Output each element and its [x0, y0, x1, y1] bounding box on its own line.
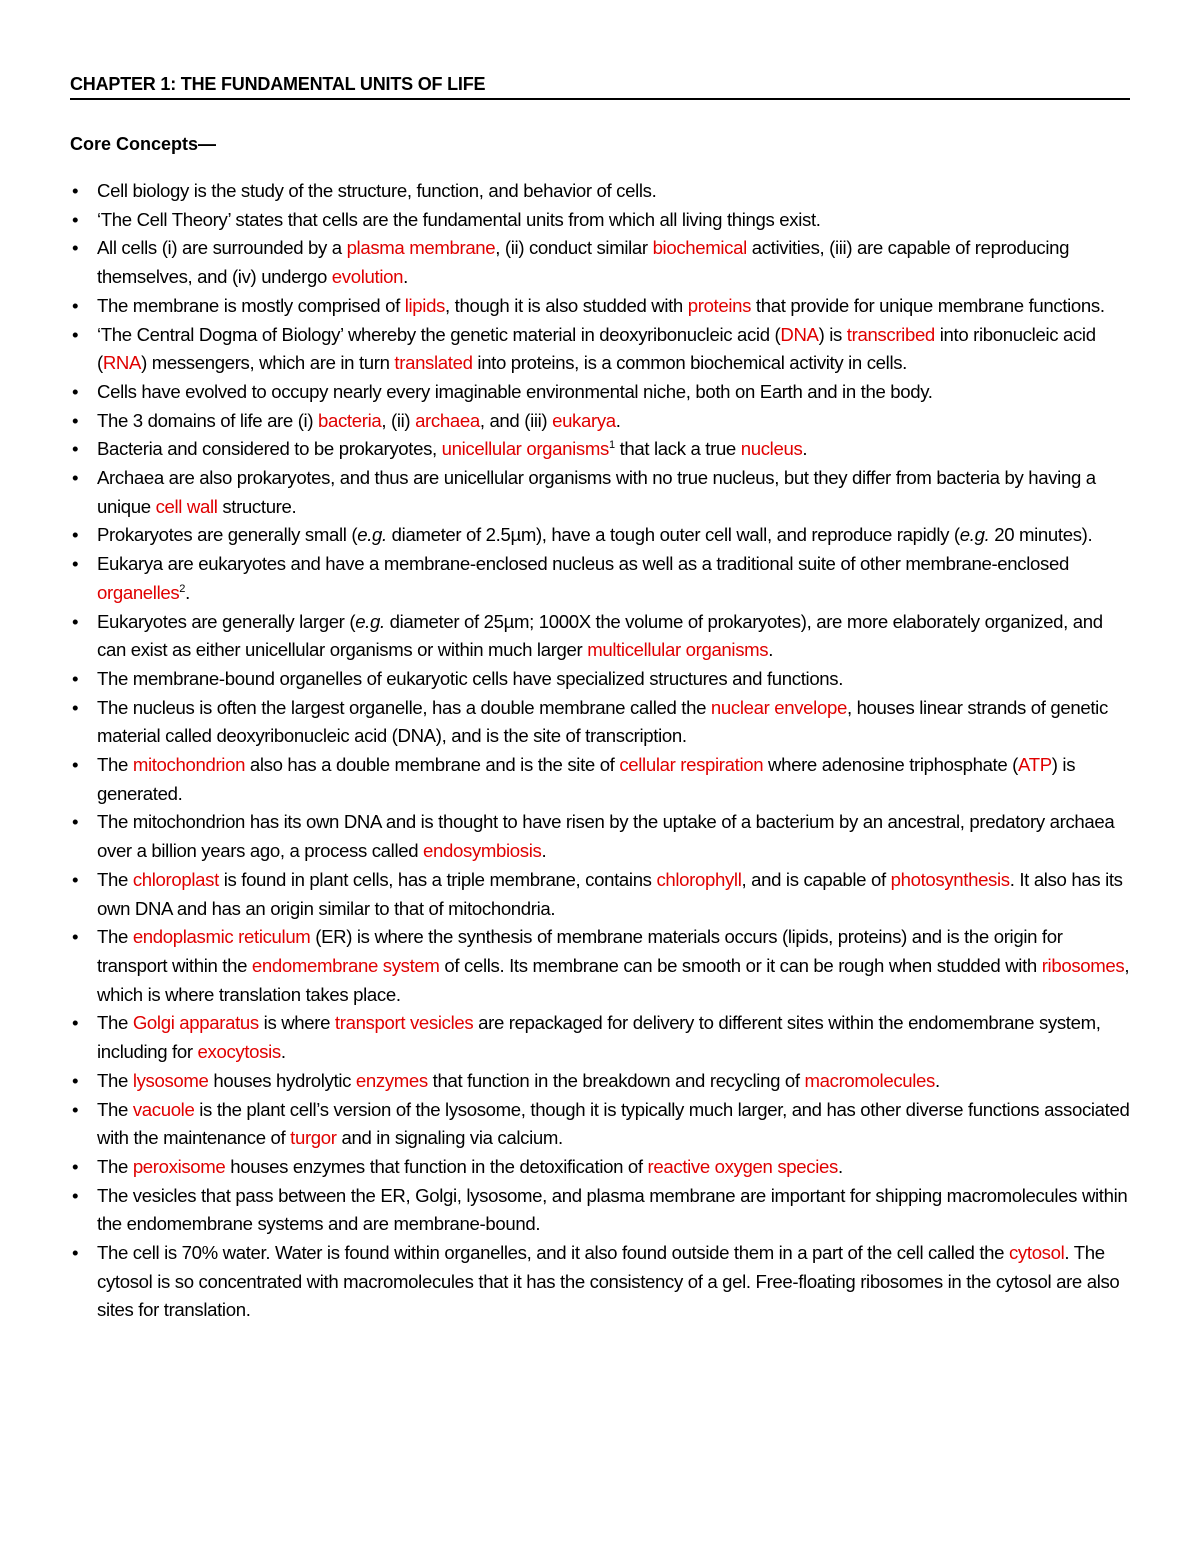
key-term: lysosome [132, 1069, 209, 1091]
bullet-text: and in signaling via calcium. [336, 1127, 563, 1149]
bullet-text: . The cytosol is so concentrated with macromolecules that it has the consistency of a gel. Free-floating ribosomes in the cytosol are also sites for translation. [97, 1242, 1120, 1321]
bullet-text: that provide for unique membrane functions. [751, 294, 1105, 316]
bullet-text: , houses linear strands of genetic material called deoxyribonucleic acid (DNA), and is the site of transcription. [97, 696, 1108, 747]
bullet-text: ) messengers, which are in turn [141, 352, 395, 374]
key-term: endomembrane system [251, 954, 440, 976]
bullet-text: . [403, 266, 408, 288]
bullet-text: also has a double membrane and is the site of [245, 754, 620, 776]
bullet-text: . [185, 581, 190, 603]
key-term: reactive oxygen species [647, 1155, 838, 1177]
italic-text: e.g. [355, 610, 385, 632]
bullet-text: is the plant cell’s version of the lysosome, though it is typically much larger, and has other diverse functions associated with the maintenance of [97, 1098, 1130, 1149]
bullet-item [70, 378, 1130, 407]
bullet-item [70, 550, 1130, 607]
bullet-text: The [97, 1069, 133, 1091]
bullet-text: where adenosine triphosphate ( [763, 754, 1019, 776]
bullet-text: , (ii) [381, 409, 416, 431]
bullet-text: . [541, 840, 547, 862]
bullet-item [70, 521, 1130, 550]
key-term: archaea [415, 409, 480, 431]
bullet-text: Cell biology is the study of the structure, function, and behavior of cells. [97, 180, 657, 201]
bullet-text: Bacteria and considered to be prokaryotes, [97, 438, 442, 460]
key-term: enzymes [355, 1069, 428, 1091]
key-term: plasma membrane [346, 237, 496, 259]
bullet-item [70, 234, 1130, 291]
key-term: cytosol [1008, 1242, 1065, 1264]
bullet-item [70, 1182, 1130, 1239]
key-term: translated [394, 352, 473, 374]
bullet-text: The [97, 1098, 133, 1120]
bullet-text: Prokaryotes are generally small ( [97, 524, 358, 546]
bullet-text: ‘The Cell Theory’ states that cells are the fundamental units from which all living things exist. [97, 208, 821, 230]
bullet-item [70, 1009, 1130, 1066]
bullet-text: structure. [217, 495, 297, 517]
key-term: turgor [290, 1127, 337, 1149]
key-term: nuclear envelope [710, 696, 847, 718]
bullet-text: is found in plant cells, has a triple membrane, contains [218, 868, 657, 890]
bullet-text: The [97, 754, 133, 776]
key-term: proteins [687, 294, 752, 316]
bullet-item [70, 1067, 1130, 1096]
key-term: RNA [102, 352, 142, 374]
bullet-item [70, 464, 1130, 521]
bullet-text: ‘The Central Dogma of Biology’ whereby the genetic material in deoxyribonucleic acid ( [97, 323, 781, 345]
key-term: cellular respiration [619, 754, 764, 776]
bullet-item [70, 694, 1130, 751]
key-term: unicellular organisms [441, 438, 609, 460]
bullet-text: The mitochondrion has its own DNA and is thought to have risen by the uptake of a bacterium by an ancestral, predatory archaea over a billion years ago, a process called [97, 811, 1115, 862]
key-term: ribosomes [1041, 954, 1125, 976]
bullet-text: ) is generated. [97, 754, 1076, 804]
bullet-text: , and (iii) [479, 409, 553, 431]
bullet-text: , and is capable of [741, 868, 891, 890]
key-term: mitochondrion [132, 754, 246, 776]
italic-text: e.g. [357, 524, 387, 546]
bullet-item [70, 923, 1130, 1009]
key-term: bacteria [318, 409, 382, 431]
chapter-title: CHAPTER 1: THE FUNDAMENTAL UNITS OF LIFE [70, 74, 1130, 100]
bullet-text: are repackaged for delivery to different sites within the endomembrane system, including for [97, 1012, 1101, 1063]
bullet-text: diameter of 2.5µm), have a tough outer cell wall, and reproduce rapidly ( [386, 524, 960, 546]
bullet-text: . [768, 639, 774, 661]
bullet-item [70, 665, 1130, 694]
key-term: eukarya [552, 409, 616, 431]
bullet-text: . [837, 1155, 843, 1177]
key-term: evolution [331, 266, 404, 288]
key-term: vacuole [132, 1098, 195, 1120]
key-term: peroxisome [132, 1155, 226, 1177]
bullet-text: The [97, 868, 133, 890]
key-term: transport vesicles [334, 1012, 474, 1034]
bullet-text: The cell is 70% water. Water is found within organelles, and it also found outside them in a part of the cell called the [97, 1242, 1009, 1264]
key-term: cell wall [155, 495, 218, 517]
bullet-text: into proteins, is a common biochemical activity in cells. [472, 352, 907, 374]
bullet-item [70, 866, 1130, 923]
key-term: photosynthesis [890, 868, 1010, 890]
bullet-text: . [934, 1069, 940, 1091]
bullet-text: Archaea are also prokaryotes, and thus are unicellular organisms with no true nucleus, but they differ from bacteria by having a unique [97, 467, 1096, 517]
bullet-item [70, 206, 1130, 235]
bullet-item [70, 608, 1130, 665]
document-page [70, 74, 1130, 1325]
bullet-item [70, 1096, 1130, 1153]
bullet-text: . [615, 409, 621, 431]
bullet-text: that lack a true [614, 438, 741, 460]
bullet-text: The membrane is mostly comprised of [97, 294, 405, 316]
bullet-text: into ribonucleic acid ( [97, 323, 1096, 374]
bullet-text: is where [258, 1012, 335, 1034]
bullet-text: The membrane-bound organelles of eukaryotic cells have specialized structures and functions. [97, 667, 844, 689]
key-term: Golgi apparatus [132, 1012, 259, 1034]
footnote-marker: 1 [608, 439, 615, 452]
bullet-text: Cells have evolved to occupy nearly every imaginable environmental niche, both on Earth and in the body. [97, 380, 933, 402]
key-term: multicellular organisms [587, 639, 769, 661]
bullet-item [70, 1153, 1130, 1182]
bullet-item [70, 808, 1130, 865]
bullet-item [70, 292, 1130, 321]
bullet-text: , though it is also studded with [445, 294, 688, 316]
key-term: endoplasmic reticulum [132, 926, 311, 948]
key-term: exocytosis [197, 1041, 281, 1063]
footnote-marker: 2 [179, 582, 186, 595]
bullet-item [70, 177, 1130, 206]
bullet-item [70, 1239, 1130, 1325]
key-term: lipids [404, 294, 446, 316]
bullet-text: Eukaryotes are generally larger ( [97, 610, 356, 632]
key-term: organelles [97, 581, 180, 603]
key-term: ATP [1018, 754, 1052, 776]
bullet-text: The [97, 926, 133, 948]
section-heading: Core Concepts— [70, 134, 217, 154]
bullet-text: that function in the breakdown and recycling of [427, 1069, 805, 1091]
bullet-item [70, 751, 1130, 808]
bullet-item [70, 407, 1130, 436]
bullet-text: The vesicles that pass between the ER, Golgi, lysosome, and plasma membrane are important for shipping macromolecules within the endomembrane systems and are membrane-bound. [97, 1184, 1128, 1235]
bullet-text: The nucleus is often the largest organelle, has a double membrane called the [97, 696, 711, 718]
bullet-text: activities, (iii) are capable of reproducing themselves, and (iv) undergo [97, 237, 1070, 288]
key-term: DNA [780, 323, 819, 345]
bullet-text: ) is [818, 323, 847, 345]
bullet-text: (ER) is where the synthesis of membrane materials occurs (lipids, proteins) and is the origin for transport within the [97, 926, 1063, 976]
bullet-text: . It also has its own DNA and has an origin similar to that of mitochondria. [97, 868, 1123, 919]
bullet-text: , which is where translation takes place. [97, 954, 1130, 1005]
bullet-text: Eukarya are eukaryotes and have a membrane-enclosed nucleus as well as a traditional suite of other membrane-enclosed [97, 553, 1069, 575]
bullet-item [70, 435, 1130, 464]
bullet-text: 20 minutes). [989, 524, 1093, 546]
bullet-text: The 3 domains of life are (i) [97, 409, 318, 431]
key-term: nucleus [740, 438, 803, 460]
italic-text: e.g. [959, 524, 990, 546]
key-term: chlorophyll [656, 868, 742, 890]
bullet-text: houses hydrolytic [208, 1069, 356, 1091]
bullet-text: of cells. Its membrane can be smooth or it can be rough when studded with [439, 954, 1042, 976]
key-term: endosymbiosis [423, 840, 542, 862]
key-term: macromolecules [804, 1069, 935, 1091]
bullet-text: houses enzymes that function in the detoxification of [225, 1155, 648, 1177]
key-term: transcribed [846, 323, 935, 345]
core-concepts-list [70, 177, 1130, 1325]
bullet-text: The [97, 1012, 133, 1034]
bullet-text: All cells (i) are surrounded by a [97, 237, 347, 259]
bullet-text: The [97, 1155, 133, 1177]
bullet-text: , (ii) conduct similar [495, 237, 653, 259]
bullet-item [70, 321, 1130, 378]
bullet-text: diameter of 25µm; 1000X the volume of prokaryotes), are more elaborately organized, and can exist as either unicellular organisms or within much larger [97, 610, 1103, 661]
bullet-text: . [280, 1041, 286, 1063]
bullet-text: . [802, 438, 808, 460]
key-term: chloroplast [132, 868, 219, 890]
key-term: biochemical [652, 237, 747, 259]
